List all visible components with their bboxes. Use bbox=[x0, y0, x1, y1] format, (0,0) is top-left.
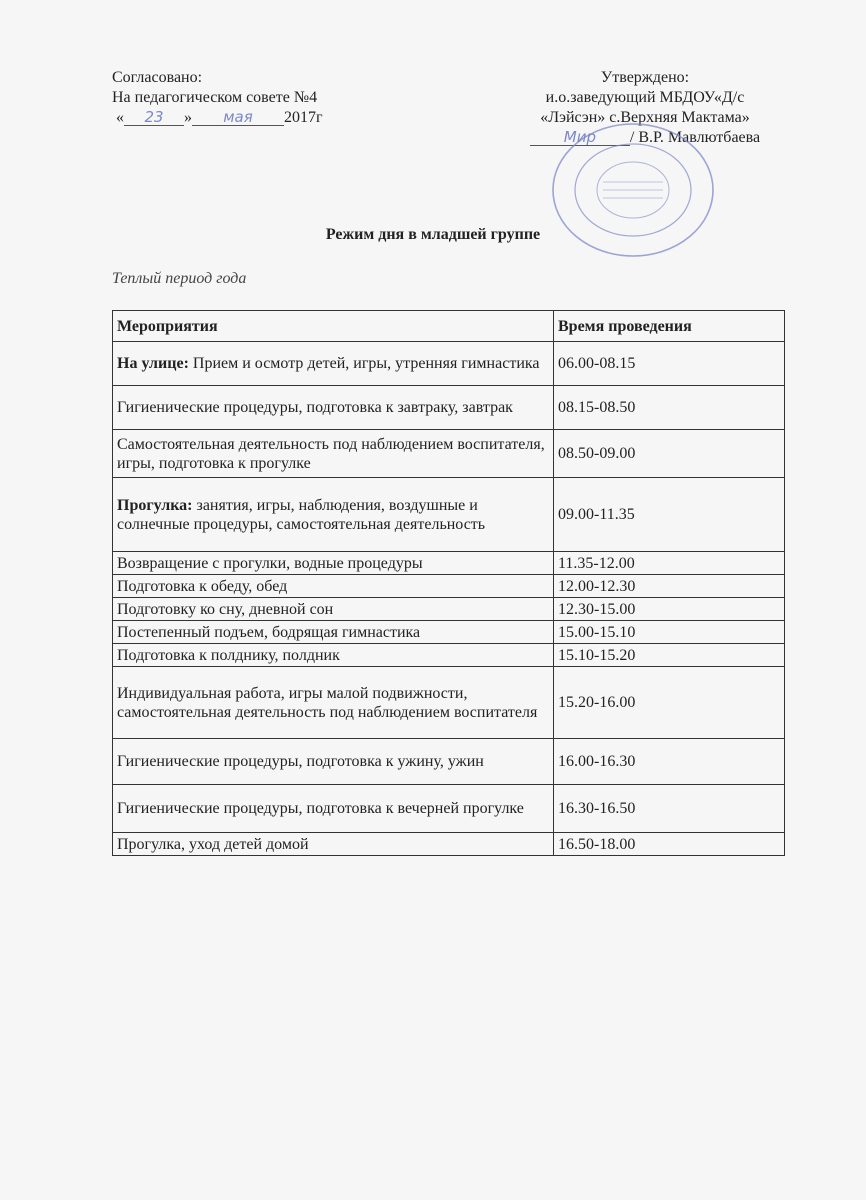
activity-text: Прогулка, уход детей домой bbox=[117, 835, 309, 853]
time-cell: 09.00-11.35 bbox=[554, 478, 785, 552]
activity-text: Индивидуальная работа, игры малой подвижности, самостоятельная деятельность под наблюдением воспитателя bbox=[117, 684, 538, 721]
header-activities: Мероприятия bbox=[113, 311, 554, 342]
head-title: и.о.заведующий МБДОУ«Д/с bbox=[545, 89, 745, 106]
table-row bbox=[113, 667, 785, 739]
table-row bbox=[113, 598, 785, 621]
time-cell: 15.00-15.10 bbox=[554, 621, 785, 644]
time-cell: 16.00-16.30 bbox=[554, 739, 785, 785]
time-cell: 12.00-12.30 bbox=[554, 575, 785, 598]
time-cell: 11.35-12.00 bbox=[554, 552, 785, 575]
activity-cell bbox=[113, 739, 554, 785]
activity-cell bbox=[113, 342, 554, 386]
activity-text: Подготовка к полднику, полдник bbox=[117, 646, 340, 664]
activity-text: Подготовка к обеду, обед bbox=[117, 577, 288, 595]
agreed-date bbox=[112, 108, 323, 128]
institution-name: «Лэйсэн» с.Верхняя Мактама» bbox=[540, 109, 750, 126]
date-month: мая bbox=[192, 109, 284, 126]
table-row bbox=[113, 575, 785, 598]
date-close-quote: » bbox=[184, 109, 192, 126]
time-cell: 08.50-09.00 bbox=[554, 430, 785, 478]
activity-cell bbox=[113, 621, 554, 644]
date-year: 2017г bbox=[284, 109, 323, 126]
activity-bold: На улице: bbox=[117, 355, 189, 372]
time-cell: 16.50-18.00 bbox=[554, 833, 785, 856]
table-row bbox=[113, 644, 785, 667]
approval-agreed-block bbox=[112, 68, 323, 128]
table-row bbox=[113, 621, 785, 644]
date-day: 23 bbox=[124, 109, 184, 126]
table-row bbox=[113, 430, 785, 478]
activity-cell bbox=[113, 575, 554, 598]
time-cell: 12.30-15.00 bbox=[554, 598, 785, 621]
table-row bbox=[113, 833, 785, 856]
time-cell: 16.30-16.50 bbox=[554, 785, 785, 833]
activity-cell bbox=[113, 386, 554, 430]
schedule-table bbox=[112, 310, 785, 856]
time-cell: 15.20-16.00 bbox=[554, 667, 785, 739]
activity-cell bbox=[113, 833, 554, 856]
activity-text: Самостоятельная деятельность под наблюдением воспитателя, игры, подготовка к прогулке bbox=[117, 435, 545, 472]
table-header-row bbox=[113, 311, 785, 342]
activity-text: Постепенный подъем, бодрящая гимнастика bbox=[117, 623, 421, 641]
page-title: Режим дня в младшей группе bbox=[325, 226, 541, 243]
table-row bbox=[113, 739, 785, 785]
activity-text: Гигиенические процедуры, подготовка к вечерней прогулке bbox=[117, 800, 524, 817]
council-label: На педагогическом совете №4 bbox=[112, 89, 318, 106]
activity-cell bbox=[113, 478, 554, 552]
activity-cell bbox=[113, 785, 554, 833]
time-cell: 15.10-15.20 bbox=[554, 644, 785, 667]
activity-text: Возвращение с прогулки, водные процедуры bbox=[117, 554, 423, 572]
season-label: Теплый период года bbox=[112, 270, 247, 287]
head-name: / В.Р. Мавлютбаева bbox=[629, 129, 761, 146]
approved-label: Утверждено: bbox=[600, 69, 690, 86]
table-row bbox=[113, 552, 785, 575]
activity-text: Гигиенические процедуры, подготовка к завтраку, завтрак bbox=[117, 399, 513, 416]
activity-cell bbox=[113, 552, 554, 575]
table-row bbox=[113, 386, 785, 430]
table-row bbox=[113, 785, 785, 833]
agreed-label: Согласовано: bbox=[112, 69, 203, 86]
table-row bbox=[113, 478, 785, 552]
table-row bbox=[113, 342, 785, 386]
activity-cell bbox=[113, 430, 554, 478]
time-cell: 06.00-08.15 bbox=[554, 342, 785, 386]
activity-text: Гигиенические процедуры, подготовка к ужину, ужин bbox=[117, 753, 484, 770]
header-time: Время проведения bbox=[554, 311, 785, 342]
signature: Мир bbox=[530, 129, 630, 146]
activity-cell bbox=[113, 598, 554, 621]
activity-bold: Прогулка: bbox=[117, 496, 193, 514]
time-cell: 08.15-08.50 bbox=[554, 386, 785, 430]
activity-cell bbox=[113, 644, 554, 667]
date-open-quote: « bbox=[116, 109, 124, 126]
activity-text: Подготовку ко сну, дневной сон bbox=[117, 600, 334, 618]
activity-text: Прием и осмотр детей, игры, утренняя гимнастика bbox=[188, 355, 540, 372]
activity-text: занятия, игры, наблюдения, воздушные и солнечные процедуры, самостоятельная деятельность bbox=[117, 496, 486, 533]
activity-cell bbox=[113, 667, 554, 739]
